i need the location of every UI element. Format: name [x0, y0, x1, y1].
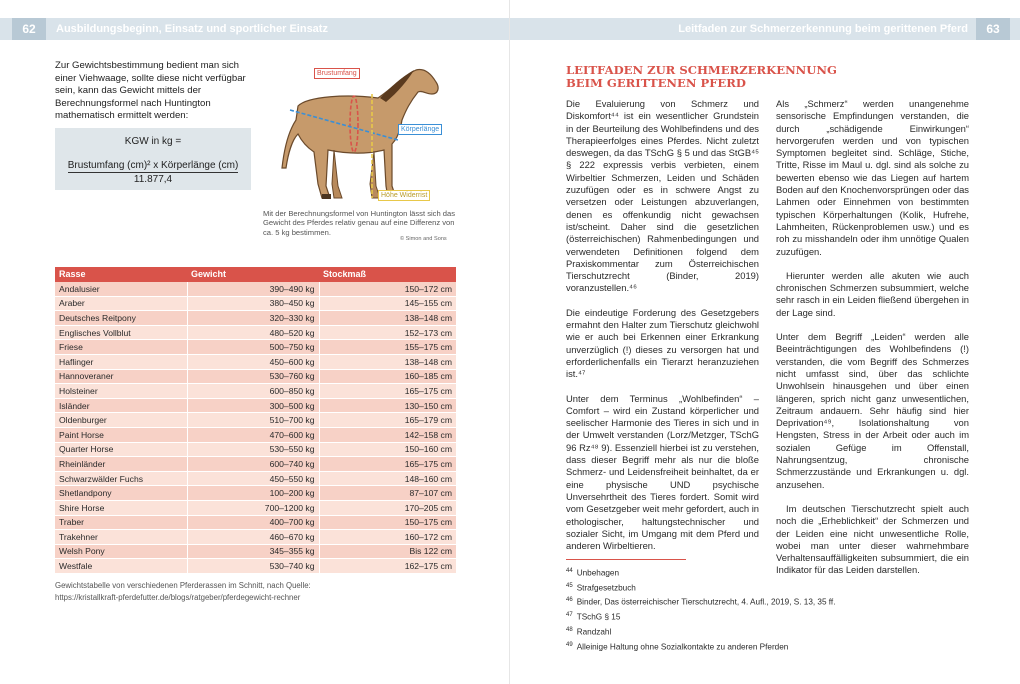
- weight-cell: 530–740 kg: [187, 559, 319, 574]
- height-cell: 165–175 cm: [319, 384, 456, 399]
- weight-cell: 400–700 kg: [187, 515, 319, 530]
- breed-cell: Schwarzwälder Fuchs: [55, 471, 187, 486]
- height-cell: 130–150 cm: [319, 398, 456, 413]
- footnote-text: Binder, Das österreichischer Tierschutzrecht, 4. Aufl., 2019, S. 13, 35 ff.: [576, 598, 836, 608]
- footnote-text: Strafgesetzbuch: [576, 583, 636, 593]
- label-koerperlaenge: Körperlänge: [398, 124, 442, 135]
- height-cell: 160–185 cm: [319, 369, 456, 384]
- header-stockmass: Stockmaß: [319, 267, 456, 282]
- figure-caption: Mit der Berechnungsformel von Huntington lässt sich das Gewicht des Pferdes relativ genau auf eine Differenz von ca. 5 kg bestimmen.: [263, 209, 456, 237]
- table-row: [55, 296, 456, 311]
- height-cell: 150–175 cm: [319, 515, 456, 530]
- table-row: [55, 515, 456, 530]
- formula-numerator: Brustumfang (cm)² x Körperlänge (cm): [67, 160, 239, 171]
- breed-cell: Oldenburger: [55, 413, 187, 428]
- breed-cell: Holsteiner: [55, 384, 187, 399]
- breed-cell: Friese: [55, 340, 187, 355]
- weight-cell: 530–550 kg: [187, 442, 319, 457]
- formula-line: KGW in kg =: [124, 136, 182, 147]
- height-cell: 142–158 cm: [319, 427, 456, 442]
- table-row: [55, 311, 456, 326]
- height-cell: 160–172 cm: [319, 530, 456, 545]
- breed-cell: Shire Horse: [55, 500, 187, 515]
- page-number: 63: [976, 18, 1010, 40]
- paragraph: Unter dem Terminus „Wohlbefinden“ – Comfort – wird ein Zustand körperlicher und seelischer Harmonie des Tieres in sich und in der Umwelt verstanden (Lorz/Metzger, TSchG 96 Rz⁴⁸ 9). Essenziell hierbei ist zu verstehen, dass dieser Begriff mehr als nur die bloße Schmerz- und Leidensfreiheit beinhaltet, da er eine physische UND psychische Unversehrtheit des Tieres fordert. Somit wird vom Gesetzgeber weit mehr gefordert, auch in ethologischer, haltungstechnischer und sozialer Sicht, im Umgang mit dem Pferd und anderen Wirbeltieren.: [566, 392, 759, 552]
- table-row: [55, 369, 456, 384]
- label-brustumfang: Brustumfang: [314, 68, 360, 79]
- footnote: [566, 609, 966, 624]
- weight-cell: 100–200 kg: [187, 486, 319, 501]
- footnote: [566, 639, 966, 654]
- height-cell: 170–205 cm: [319, 500, 456, 515]
- height-cell: 152–173 cm: [319, 325, 456, 340]
- breed-cell: Andalusier: [55, 282, 187, 297]
- chapter-title-line: BEIM GERITTENEN PFERD: [566, 76, 746, 90]
- header-rasse: Rasse: [55, 267, 187, 282]
- height-cell: 138–148 cm: [319, 354, 456, 369]
- table-row: [55, 457, 456, 472]
- weight-cell: 450–550 kg: [187, 471, 319, 486]
- height-cell: 165–175 cm: [319, 457, 456, 472]
- weight-cell: 530–760 kg: [187, 369, 319, 384]
- table-caption: [55, 580, 465, 604]
- horse-measurement-figure: [268, 58, 458, 208]
- weight-cell: 510–700 kg: [187, 413, 319, 428]
- weight-cell: 500–750 kg: [187, 340, 319, 355]
- page-number: 62: [12, 18, 46, 40]
- table-row: [55, 442, 456, 457]
- paragraph: Die eindeutige Forderung des Gesetzgebers ermahnt den Halter zum Tierschutz gleichwohl wie er auch bei Erkennen einer Erkrankung unverzüglich (!) dieses zu versorgen hat und erforderlichenfalls ein Tierarzt heranzuziehen ist.⁴⁷: [566, 306, 759, 380]
- breed-cell: Hannoveraner: [55, 369, 187, 384]
- breed-cell: Haflinger: [55, 354, 187, 369]
- table-row: [55, 530, 456, 545]
- weight-cell: 450–600 kg: [187, 354, 319, 369]
- footnote-text: TSchG § 15: [576, 612, 621, 622]
- breed-cell: Rheinländer: [55, 457, 187, 472]
- footnote-text: Alleinige Haltung ohne Sozialkontakte zu anderen Pferden: [576, 642, 789, 652]
- table-row: [55, 471, 456, 486]
- header-gewicht: Gewicht: [187, 267, 319, 282]
- running-title: Leitfaden zur Schmerzerkennung beim gerittenen Pferd: [678, 23, 968, 35]
- footnote: [566, 624, 966, 639]
- height-cell: 87–107 cm: [319, 486, 456, 501]
- table-row: [55, 325, 456, 340]
- formula-box: [55, 128, 251, 190]
- right-page: [510, 0, 1020, 684]
- table-row: [55, 398, 456, 413]
- figure-credit: © Simon and Sons: [400, 236, 447, 242]
- height-cell: 162–175 cm: [319, 559, 456, 574]
- table-row: [55, 559, 456, 574]
- paragraph: Als „Schmerz“ werden unangenehme sensorische Empfindungen verstanden, die durch „schädigende Einwirkungen“ hervorgerufen werden und von typischen Symptomen begleitet sind. Schläge, Stiche, Tritte, Risse im Maul u. dgl. sind als solche zu bewerten ebenso wie das Liegen auf hartem Boden auf den Knochenvorsprüngen oder das Lahmen oder Einnehmen von bestimmten typischen Körperhaltungen (Kolik, Hufrehe, Lahmheiten, Rückenproblemen usw.) und es roh zu misshandeln oder ihm unnötige Qualen zuzufügen.: [776, 98, 969, 257]
- footnote: [566, 565, 966, 580]
- footnote-number: 47: [566, 612, 573, 619]
- breed-cell: Quarter Horse: [55, 442, 187, 457]
- footnote-text: Unbehagen: [576, 568, 620, 578]
- text-column-left: [566, 98, 759, 564]
- breed-cell: Trakehner: [55, 530, 187, 545]
- table-row: [55, 282, 456, 297]
- table-caption-line: Gewichtstabelle von verschiedenen Pferderassen im Schnitt, nach Quelle:: [55, 581, 311, 590]
- breed-cell: Westfale: [55, 559, 187, 574]
- table-row: [55, 500, 456, 515]
- breed-cell: Traber: [55, 515, 187, 530]
- breed-cell: Welsh Pony: [55, 544, 187, 559]
- breed-cell: Araber: [55, 296, 187, 311]
- table-row: [55, 544, 456, 559]
- footnote-number: 48: [566, 626, 573, 633]
- table-header-row: [55, 267, 456, 282]
- table-row: [55, 354, 456, 369]
- chapter-title: [566, 64, 866, 90]
- text-column-right: [776, 98, 969, 589]
- footnote-number: 45: [566, 582, 573, 589]
- height-cell: 138–148 cm: [319, 311, 456, 326]
- height-cell: 150–160 cm: [319, 442, 456, 457]
- weight-cell: 380–450 kg: [187, 296, 319, 311]
- footnotes: [566, 565, 966, 653]
- weight-cell: 700–1200 kg: [187, 500, 319, 515]
- footnote-number: 46: [566, 597, 573, 604]
- running-title: Ausbildungsbeginn, Einsatz und sportlicher Einsatz: [56, 23, 328, 35]
- paragraph: Unter dem Begriff „Leiden“ werden alle Beeinträchtigungen des Wohlbefindens (!) verstanden, die vom Begriff des Schmerzes nicht umfasst sind, über das schlichte Unwohlsein hinausgehen und über einen längeren, sprich nicht ganz unwesentlichen, Zeitraum andauern. Sehr häufig sind hier Deprivation⁴⁹, Isolationshaltung von Hengsten, Stress in der Arbeit oder auch im sozialen Gefüge im Offenstall, Nahrungsentzug, chronische Schmerzzustände und Erkrankungen u. dgl. anzusehen.: [776, 331, 969, 490]
- weight-table: [55, 267, 456, 574]
- footnote-number: 44: [566, 568, 573, 574]
- breed-cell: Isländer: [55, 398, 187, 413]
- chapter-title-line: LEITFADEN ZUR SCHMERZERKENNUNG: [566, 63, 837, 77]
- footnote-number: 49: [566, 641, 573, 648]
- height-cell: Bis 122 cm: [319, 544, 456, 559]
- height-cell: 148–160 cm: [319, 471, 456, 486]
- height-cell: 145–155 cm: [319, 296, 456, 311]
- paragraph: Hierunter werden alle akuten wie auch chronischen Schmerzen subsummiert, welche sehr rasch in ein Leiden fließend übergehen in der Lage sind.: [776, 269, 969, 318]
- table-caption-source: https://kristallkraft-pferdefutter.de/blogs/ratgeber/pferdegewicht-rechner: [55, 593, 301, 602]
- height-cell: 150–172 cm: [319, 282, 456, 297]
- weight-cell: 460–670 kg: [187, 530, 319, 545]
- table-row: [55, 340, 456, 355]
- breed-cell: Shetlandpony: [55, 486, 187, 501]
- height-cell: 165–179 cm: [319, 413, 456, 428]
- intro-paragraph: Zur Gewichtsbestimmung bedient man sich einer Viehwaage, sollte diese nicht verfügbar sein, kann das Gewicht mittels der Berechnungsformel nach Huntington mathematisch ermittelt werden:: [55, 60, 246, 122]
- weight-cell: 390–490 kg: [187, 282, 319, 297]
- table-row: [55, 413, 456, 428]
- label-hoehe-widerrist: Höhe Widerrist: [378, 190, 430, 201]
- weight-cell: 600–850 kg: [187, 384, 319, 399]
- height-cell: 155–175 cm: [319, 340, 456, 355]
- formula-denominator: 11.877,4: [133, 174, 173, 185]
- table-row: [55, 427, 456, 442]
- table-body: [55, 282, 456, 574]
- footnote-text: Randzahl: [576, 627, 612, 637]
- paragraph: Die Evaluierung von Schmerz und Diskomfort⁴⁴ ist ein wesentlicher Grundstein in der Beurteilung des Wohlbefindens und des Therapieerfolges eines Pferdes. Nicht zuletzt deswegen, da das TSchG § 5 und das StGB⁴⁵ § 222 expressis verbis verbieten, einem Wirbeltier Schmerzen, Leiden und Schäden zuzufügen oder es in schwere Angst zu versetzen oder Leistungen abzuverlangen, denen es offenkundig nicht gewachsen ist/scheint. Daher sind die gesetzlichen (österreichischen) Rahmenbedingungen und verwendeten Definitionen folgend dem Praxiskommentar zum Österreichischen Tierschutzrecht (Binder, 2019) voranzustellen.⁴⁶: [566, 98, 759, 294]
- weight-cell: 600–740 kg: [187, 457, 319, 472]
- weight-cell: 300–500 kg: [187, 398, 319, 413]
- weight-cell: 470–600 kg: [187, 427, 319, 442]
- breed-cell: Englisches Vollblut: [55, 325, 187, 340]
- breed-cell: Paint Horse: [55, 427, 187, 442]
- footnote-rule: [566, 559, 686, 560]
- footnote: [566, 580, 966, 595]
- footnote: [566, 594, 966, 609]
- weight-cell: 345–355 kg: [187, 544, 319, 559]
- breed-cell: Deutsches Reitpony: [55, 311, 187, 326]
- table-row: [55, 384, 456, 399]
- weight-cell: 480–520 kg: [187, 325, 319, 340]
- paragraph: Im deutschen Tierschutzrecht spielt auch noch die „Erheblichkeit“ der Schmerzen und der Leiden eine nicht unwesentliche Rolle, wobei man unter dieser wahrnehmbare Verhaltensauffälligkeiten subsummiert, die ein Indikator für das Leiden darstellen.: [776, 502, 969, 576]
- table-row: [55, 486, 456, 501]
- weight-cell: 320–330 kg: [187, 311, 319, 326]
